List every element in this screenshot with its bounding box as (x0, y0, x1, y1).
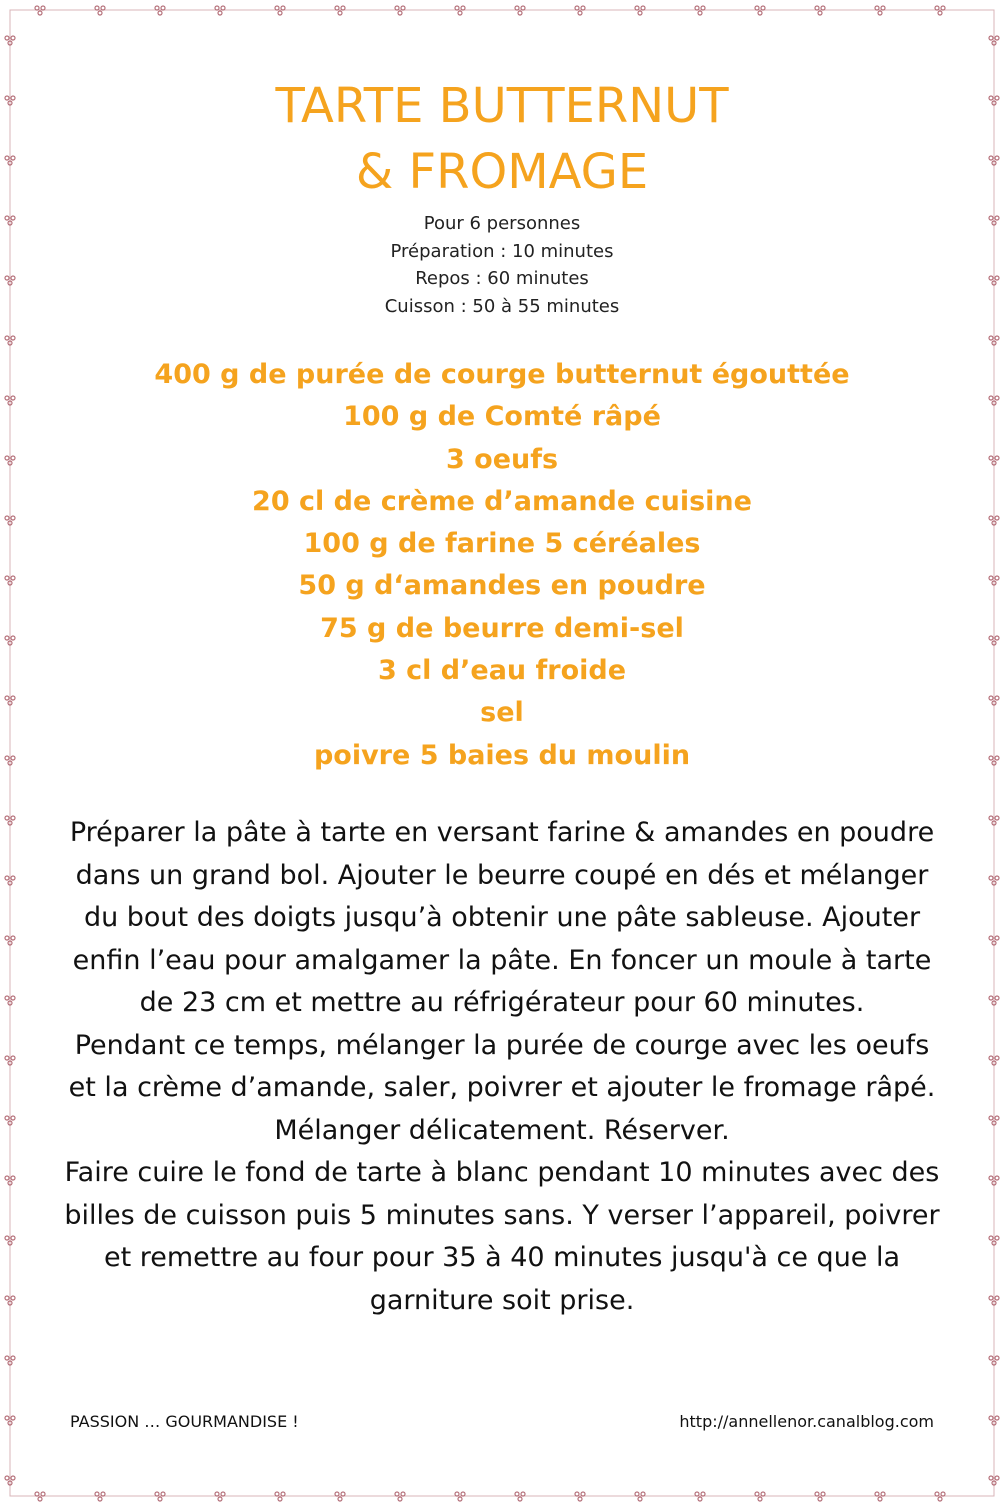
ingredient-item: 100 g de Comté râpé (343, 401, 661, 433)
border-dot-cluster (455, 1492, 465, 1501)
border-dot-cluster (875, 6, 885, 15)
border-dot-cluster (395, 6, 405, 15)
border-dot-cluster (155, 6, 165, 15)
border-dot-cluster (515, 1492, 525, 1501)
title-line-2: & FROMAGE (355, 144, 649, 200)
servings: Pour 6 personnes (423, 213, 581, 234)
border-dot-cluster (635, 1492, 645, 1501)
border-dot-cluster (215, 6, 225, 15)
recipe-title (0, 73, 1004, 205)
border-dot-cluster (35, 6, 45, 15)
border-dot-cluster (515, 6, 525, 15)
footer-blog-url: http://annellenor.canalblog.com (679, 1412, 934, 1431)
instructions (60, 812, 944, 1322)
ingredient-item: 100 g de farine 5 céréales (303, 528, 701, 560)
border-dot-cluster (875, 1492, 885, 1501)
border-dot-cluster (215, 1492, 225, 1501)
recipe-meta (0, 210, 1004, 320)
instruction-paragraph: Faire cuire le fond de tarte à blanc pendant 10 minutes avec des billes de cuisson puis 5 minutes sans. Y verser l’appareil, poivrer et remettre au four pour 35 à 40 minutes jusqu'à ce que la garniture soit prise. (64, 1157, 940, 1316)
ingredient-item: 20 cl de crème d’amande cuisine (252, 485, 752, 517)
border-dot-cluster (275, 1492, 285, 1501)
ingredient-item: poivre 5 baies du moulin (313, 739, 691, 771)
ingredient-list (0, 354, 1004, 777)
border-dot-cluster (755, 1492, 765, 1501)
title-line-1: TARTE BUTTERNUT (275, 78, 729, 134)
border-dot-cluster (575, 1492, 585, 1501)
ingredient-item: 400 g de purée de courge butternut égouttée (154, 359, 850, 390)
cook-time: Cuisson : 50 à 55 minutes (384, 295, 620, 317)
instruction-paragraph: Pendant ce temps, mélanger la purée de courge avec les oeufs et la crème d’amande, saler, poivrer et ajouter le fromage râpé. Mélanger délicatement. Réserver. (68, 1029, 936, 1146)
border-dot-cluster (335, 6, 345, 15)
border-dot-cluster (935, 1492, 945, 1501)
border-dot-cluster (455, 6, 465, 15)
footer-tagline: PASSION … GOURMANDISE ! (70, 1412, 299, 1431)
border-dot-cluster (695, 1492, 705, 1501)
ingredient-item: sel (480, 697, 524, 729)
border-dot-cluster (695, 6, 705, 15)
ingredient-item: 3 cl d’eau froide (377, 655, 627, 687)
border-dot-cluster (395, 1492, 405, 1501)
border-dot-cluster (575, 6, 585, 15)
border-dot-cluster (95, 1492, 105, 1501)
instruction-paragraph: Préparer la pâte à tarte en versant farine & amandes en poudre dans un grand bol. Ajouter le beurre coupé en dés et mélanger du bout des doigts jusqu’à obtenir une pâte sableuse. Ajouter enfin l’eau pour amalgamer la pâte. En foncer un moule à tarte de 23 cm et mettre au réfrigérateur pour 60 minutes. (69, 817, 935, 1018)
border-dot-cluster (155, 1492, 165, 1501)
border-dot-cluster (275, 6, 285, 15)
ingredient-item: 75 g de beurre demi-sel (320, 612, 684, 644)
border-dot-cluster (95, 6, 105, 15)
prep-time: Préparation : 10 minutes (390, 240, 614, 262)
border-dot-cluster (815, 1492, 825, 1501)
rest-time: Repos : 60 minutes (415, 268, 589, 289)
border-dot-cluster (335, 1492, 345, 1501)
ingredient-item: 50 g d‘amandes en poudre (298, 570, 706, 602)
border-dot-cluster (35, 1492, 45, 1501)
border-dot-cluster (755, 6, 765, 15)
border-dot-cluster (935, 6, 945, 15)
border-dot-cluster (815, 6, 825, 15)
border-dot-cluster (635, 6, 645, 15)
ingredient-item: 3 oeufs (445, 443, 559, 475)
